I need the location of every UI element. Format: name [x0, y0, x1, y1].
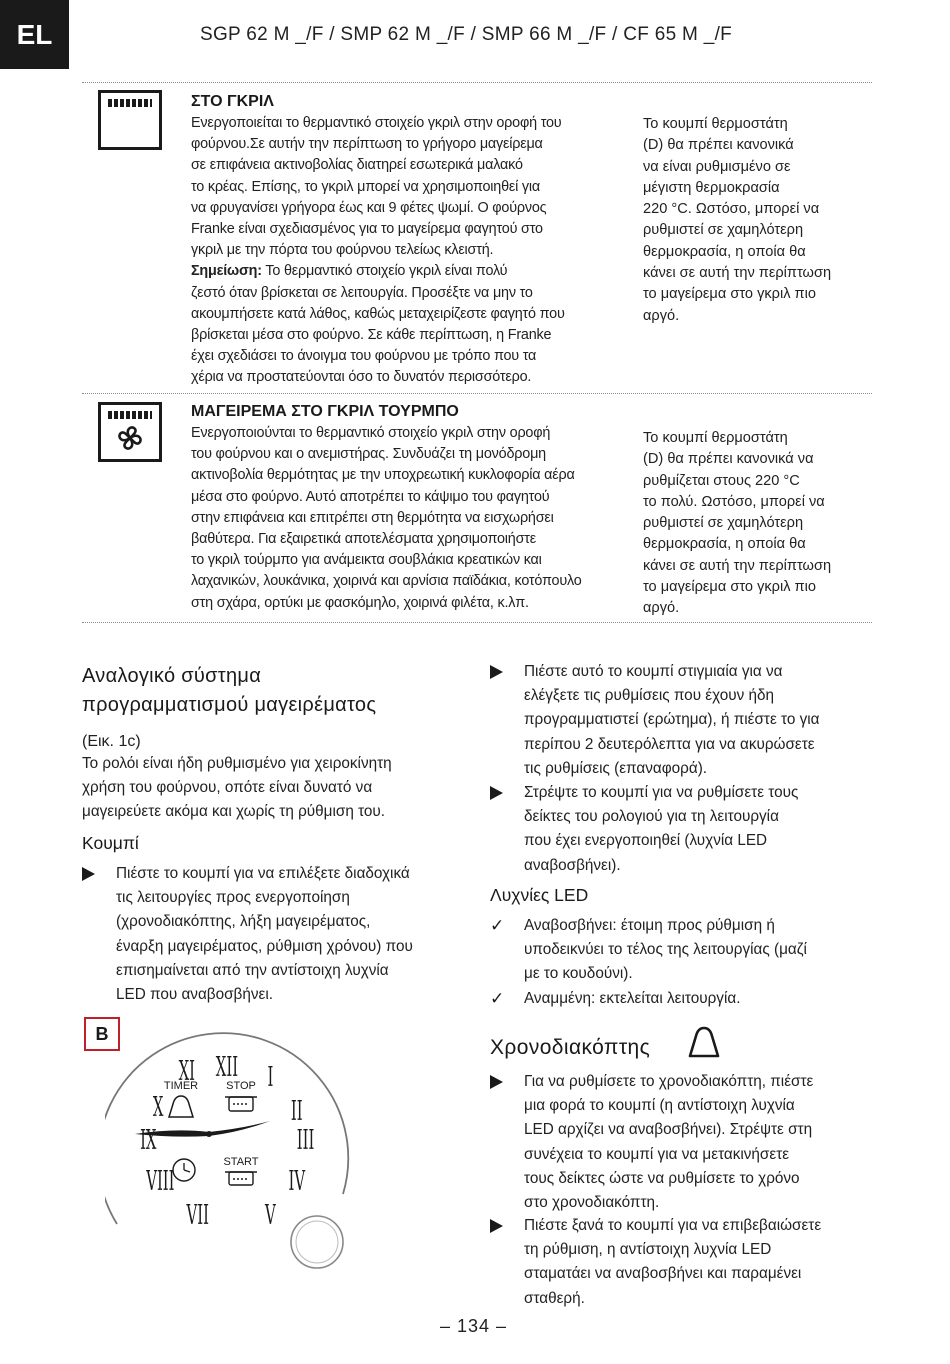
start-label: START — [223, 1156, 259, 1168]
start-pot-icon — [225, 1172, 257, 1185]
arrow-bullet-icon — [82, 867, 95, 881]
timer-label: TIMER — [163, 1080, 199, 1092]
grill-side-note: Το κουμπί θερμοστάτη (D) θα πρέπει κανονικά να είναι ρυθμισμένο σε μέγιστη θερμοκρασία 220 °C. Ωστόσο, μπορεί να ρυθμιστεί σε χαμηλότερη θερμοκρασία, η οποία θα κάνει σε αυτή την περίπτωση το μαγείρεμα στο γκριλ πιο αργό. — [643, 116, 832, 324]
stop-label: STOP — [226, 1080, 256, 1092]
turbo-grill-description: Ενεργοποιούνται το θερμαντικό στοιχείο γκριλ στην οροφή του φούρνου και ο ανεμιστήρας. Συνδυάζει τη μονόδρομη ακτινοβολία θερμότητας με την υποχρεωτική κυκλοφορία αέρα μέσα στο φούρνο. Αυτό αποτρέπει το κάψιμο του φαγητού στην επιφάνεια και επιτρέπει στη θερμότητα να εισχωρήσει βαθύτερα. Για εξαιρετικά αποτελέσματα χρησιμοποιήστε το γκριλ τούρμπο για ανάμεικτα σουβλάκια κρεατικών και λαχανικών, λουκάνικα, χοιρινά και αρνίσια παϊδάκια, κοτόπουλο στη σχάρα, ορτύκι με φασκόμηλο, χοιρινά φιλέτα, κ.λπ. — [191, 425, 582, 611]
leds-heading: Λυχνίες LED — [490, 885, 589, 905]
numeral-xi: XI — [178, 1056, 195, 1088]
list-item: ✓ Αναμμένη: εκτελείται λειτουργία. — [490, 987, 870, 1013]
divider — [82, 393, 872, 394]
numeral-x: X — [152, 1092, 164, 1124]
oven-grill-fan-icon — [98, 402, 162, 462]
arrow-bullet-icon — [490, 1075, 503, 1089]
numeral-xii: XII — [215, 1052, 239, 1084]
arrow-bullet-icon — [490, 786, 503, 800]
numeral-iv: IV — [288, 1166, 306, 1198]
turbo-grill-side-note: Το κουμπί θερμοστάτη (D) θα πρέπει κανονικά να ρυθμίζεται στους 220 °C το πολύ. Ωστόσο, μπορεί να ρυθμιστεί σε χαμηλότερη θερμοκρασία, η οποία θα κάνει σε αυτή την περίπτωση το μαγείρεμα στο γκριλ πιο αργό. — [643, 430, 832, 617]
turbo-grill-title: ΜΑΓΕΙΡΕΜΑ ΣΤΟ ΓΚΡΙΛ ΤΟΥΡΜΠΟ — [191, 403, 459, 420]
grill-title: ΣΤΟ ΓΚΡΙΛ — [191, 93, 274, 110]
numeral-v: V — [265, 1200, 276, 1232]
figure-reference: (Εικ. 1c) — [82, 733, 141, 750]
language-badge: EL — [0, 0, 69, 69]
list-item: Πιέστε ξανά το κουμπί για να επιβεβαιώσετε τη ρύθμιση, η αντίστοιχη λυχνία LED σταματάει να αναβοσβήνει και παραμένει σταθερή. — [490, 1214, 870, 1314]
list-item: Για να ρυθμίσετε το χρονοδιακόπτη, πιέστε μια φορά το κουμπί (η αντίστοιχη λυχνία LED αρχίζει να αναβοσβήνει). Στρέψτε στη συνέχεια το κουμπί για να μετακινήσετε τους δείκτες ώστε να ρυθμίσετε το χρόνο στο χρονοδιακόπτη. — [490, 1070, 870, 1218]
grill-description: Ενεργοποιείται το θερμαντικό στοιχείο γκριλ στην οροφή του φούρνου.Σε αυτήν την περίπτωση το γρήγορο μαγείρεμα σε επιφάνεια ακτινοβολίας διατηρεί εσωτερικά μαλακό το κρέας. Επίσης, το γκριλ μπορεί να χρησιμοποιηθεί για να φρυγανίσει γρήγορα έως και 9 φέτες ψωμί. Ο φούρνος Franke είναι σχεδιασμένος για το μαγείρεμα φαγητού στο γκριλ με την πόρτα του φούρνου τελείως κλειστή. Σημείωση: Το θερμαντικό στοιχείο γκριλ είναι πολύ ζεστό όταν βρίσκεται σε λειτουργία. Προσέξτε να μην το ακουμπήσετε κατά λάθος, καθώς μεταχειρίζεστε φαγητό που βρίσκεται μέσα στο φούρνο. Σε κάθε περίπτωση, η Franke έχει σχεδιάσει το άνοιγμα του φούρνου με τρόπο που τα χέρια να προστατεύονται όσο το δυνατόν περισσότερο. — [191, 113, 637, 389]
clock-intro: Το ρολόι είναι ήδη ρυθμισμένο για χειροκίνητη χρήση του φούρνου, οπότε είναι δυνατό να μαγειρεύετε ακόμα και χωρίς τη ρύθμιση του. — [82, 755, 392, 821]
fan-icon — [115, 423, 145, 453]
numeral-ii: II — [290, 1096, 303, 1128]
model-list: SGP 62 M _/F / SMP 62 M _/F / SMP 66 M _/F / CF 65 M _/F — [200, 24, 733, 45]
page-number: – 134 – — [440, 1316, 508, 1336]
divider — [82, 622, 872, 623]
numeral-iii: III — [296, 1125, 315, 1157]
numeral-vii: VII — [186, 1200, 210, 1232]
check-icon: ✓ — [490, 916, 505, 935]
divider — [82, 82, 872, 83]
list-item: Πιέστε το κουμπί για να επιλέξετε διαδοχικά τις λειτουργίες προς ενεργοποίηση (χρονοδιακόπτης, λήξη μαγειρέματος, έναρξη μαγειρέματος, ρύθμιση χρόνου) που επισημαίνεται από την αντίστοιχη λυχνία LED που αναβοσβήνει. — [82, 862, 472, 1012]
stop-pot-icon — [225, 1097, 257, 1111]
list-item: Στρέψτε το κουμπί για να ρυθμίσετε τους δείκτες του ρολογιού για τη λειτουργία που έχει ενεργοποιηθεί (λυχνία LED αναβοσβήνει). — [490, 781, 870, 881]
clock-knob — [291, 1216, 343, 1268]
arrow-bullet-icon — [490, 665, 503, 679]
bell-icon — [686, 1024, 722, 1060]
timer-heading: Χρονοδιακόπτης — [490, 1036, 651, 1059]
arrow-bullet-icon — [490, 1219, 503, 1233]
list-item: Πιέστε αυτό το κουμπί στιγμιαία για να ελέγξετε τις ρυθμίσεις που έχουν ήδη προγραμματιστεί (ερώτημα), ή πιέστε το για περίπου 2 δευτερόλεπτα για να ακυρώσετε τις ρυθμίσεις (επαναφορά). — [490, 660, 870, 784]
figure-label: B — [84, 1017, 120, 1051]
numeral-viii: VIII — [146, 1166, 175, 1198]
button-heading: Κουμπί — [82, 833, 139, 853]
oven-top-grill-icon — [98, 90, 162, 150]
numeral-ix: IX — [140, 1125, 157, 1157]
grill-note: Σημείωση: Το θερμαντικό στοιχείο γκριλ είναι πολύ — [191, 263, 508, 280]
list-item: ✓ Αναβοσβήνει: έτοιμη προς ρύθμιση ή υποδεικνύει το τέλος της λειτουργίας (μαζί με το κουδούνι). — [490, 916, 807, 983]
timer-bell-icon — [169, 1096, 193, 1117]
check-icon: ✓ — [490, 989, 505, 1008]
clock-figure — [105, 1024, 350, 1279]
analog-programmer-heading: Αναλογικό σύστημα προγραμματισμού μαγειρέματος — [82, 665, 377, 716]
numeral-i: I — [267, 1062, 274, 1094]
